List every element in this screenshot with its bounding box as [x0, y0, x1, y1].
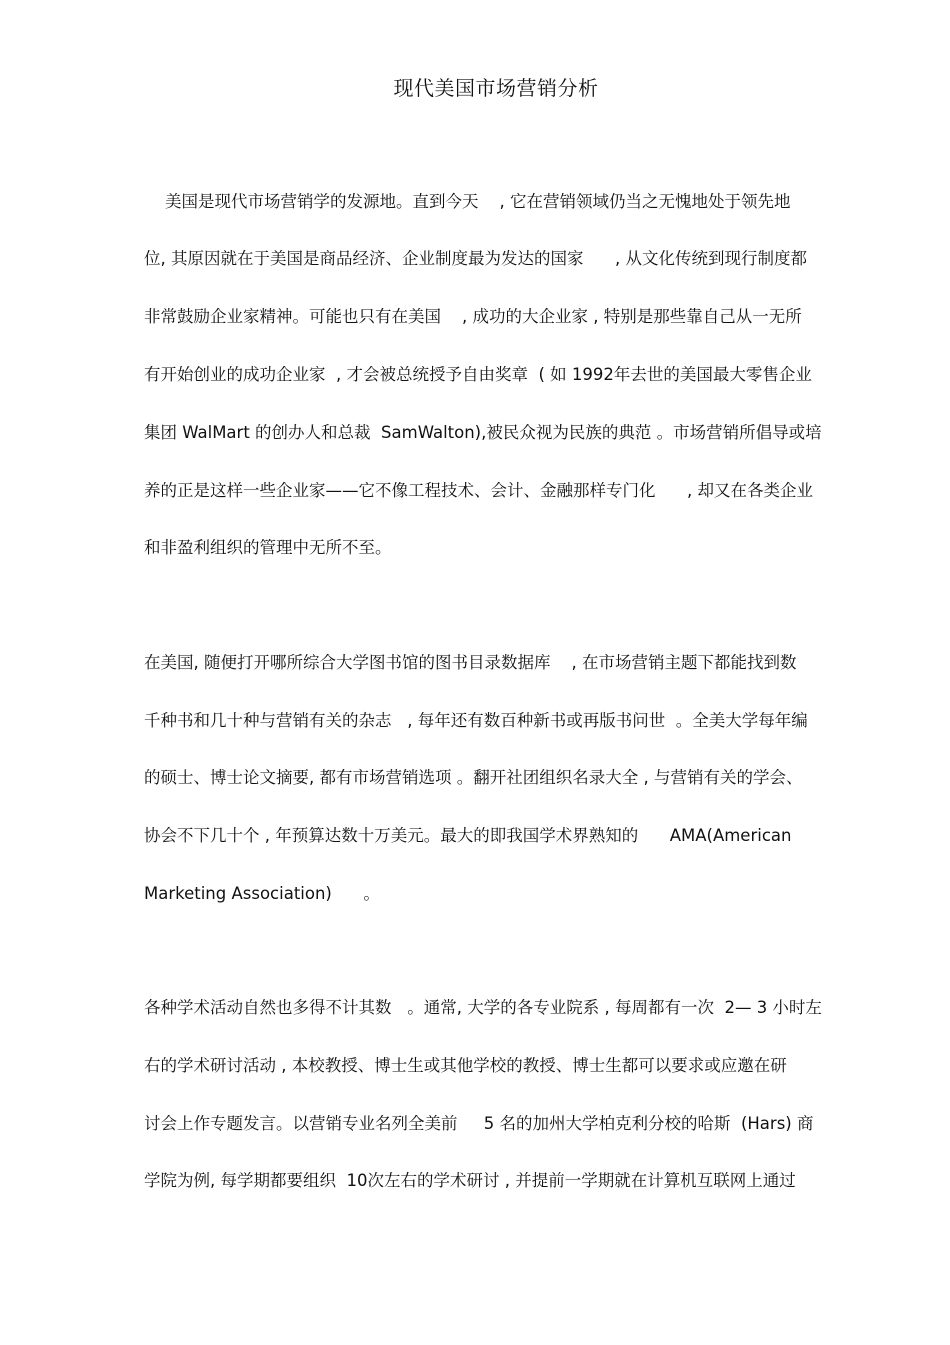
- paragraph-1-line-5: 集团 WalMart 的创办人和总裁 SamWalton),被民众视为民族的典范 。市场营销所倡导或培: [144, 423, 822, 442]
- paragraph-1-line-6: 养的正是这样一些企业家——它不像工程技术、会计、金融那样专门化 , 却又在各类企业: [144, 481, 813, 500]
- paragraph-2-line-3: 的硕士、博士论文摘要, 都有市场营销选项 。翻开社团组织名录大全 , 与营销有关的学会、: [144, 768, 803, 787]
- paragraph-3-line-2: 右的学术研讨活动 , 本校教授、博士生或其他学校的教授、博士生都可以要求或应邀在研: [144, 1056, 787, 1075]
- paragraph-1-line-2: 位, 其原因就在于美国是商品经济、企业制度最为发达的国家 , 从文化传统到现行制度都: [144, 249, 807, 268]
- paragraph-1-line-7: 和非盈利组织的管理中无所不至。: [144, 538, 392, 557]
- paragraph-1-line-4: 有开始创业的成功企业家 , 才会被总统授予自由奖章 ( 如 1992年去世的美国最大零售企业: [144, 365, 812, 384]
- paragraph-2-line-4: 协会不下几十个 , 年预算达数十万美元。最大的即我国学术界熟知的 AMA(American: [144, 826, 792, 845]
- paragraph-1-line-3: 非常鼓励企业家精神。可能也只有在美国 , 成功的大企业家 , 特别是那些靠自己从一无所: [144, 307, 802, 326]
- paragraph-1-line-1: 美国是现代市场营销学的发源地。直到今天 , 它在营销领域仍当之无愧地处于领先地: [144, 192, 791, 211]
- paragraph-2-line-1: 在美国, 随便打开哪所综合大学图书馆的图书目录数据库 , 在市场营销主题下都能找到数: [144, 653, 797, 672]
- paragraph-2-line-2: 千种书和几十种与营销有关的杂志 , 每年还有数百种新书或再版书问世 。全美大学每年编: [144, 711, 808, 730]
- paragraph-2-line-5: Marketing Association) 。: [144, 884, 380, 903]
- document-title: 现代美国市场营销分析: [393, 76, 599, 100]
- paragraph-3-line-3: 讨会上作专题发言。以营销专业名列全美前 5 名的加州大学柏克利分校的哈斯 (Hars) 商: [144, 1114, 814, 1133]
- paragraph-3-line-4: 学院为例, 每学期都要组织 10次左右的学术研讨 , 并提前一学期就在计算机互联网上通过: [144, 1171, 796, 1190]
- paragraph-3-line-1: 各种学术活动自然也多得不计其数 。通常, 大学的各专业院系 , 每周都有一次 2— 3 小时左: [144, 998, 822, 1017]
